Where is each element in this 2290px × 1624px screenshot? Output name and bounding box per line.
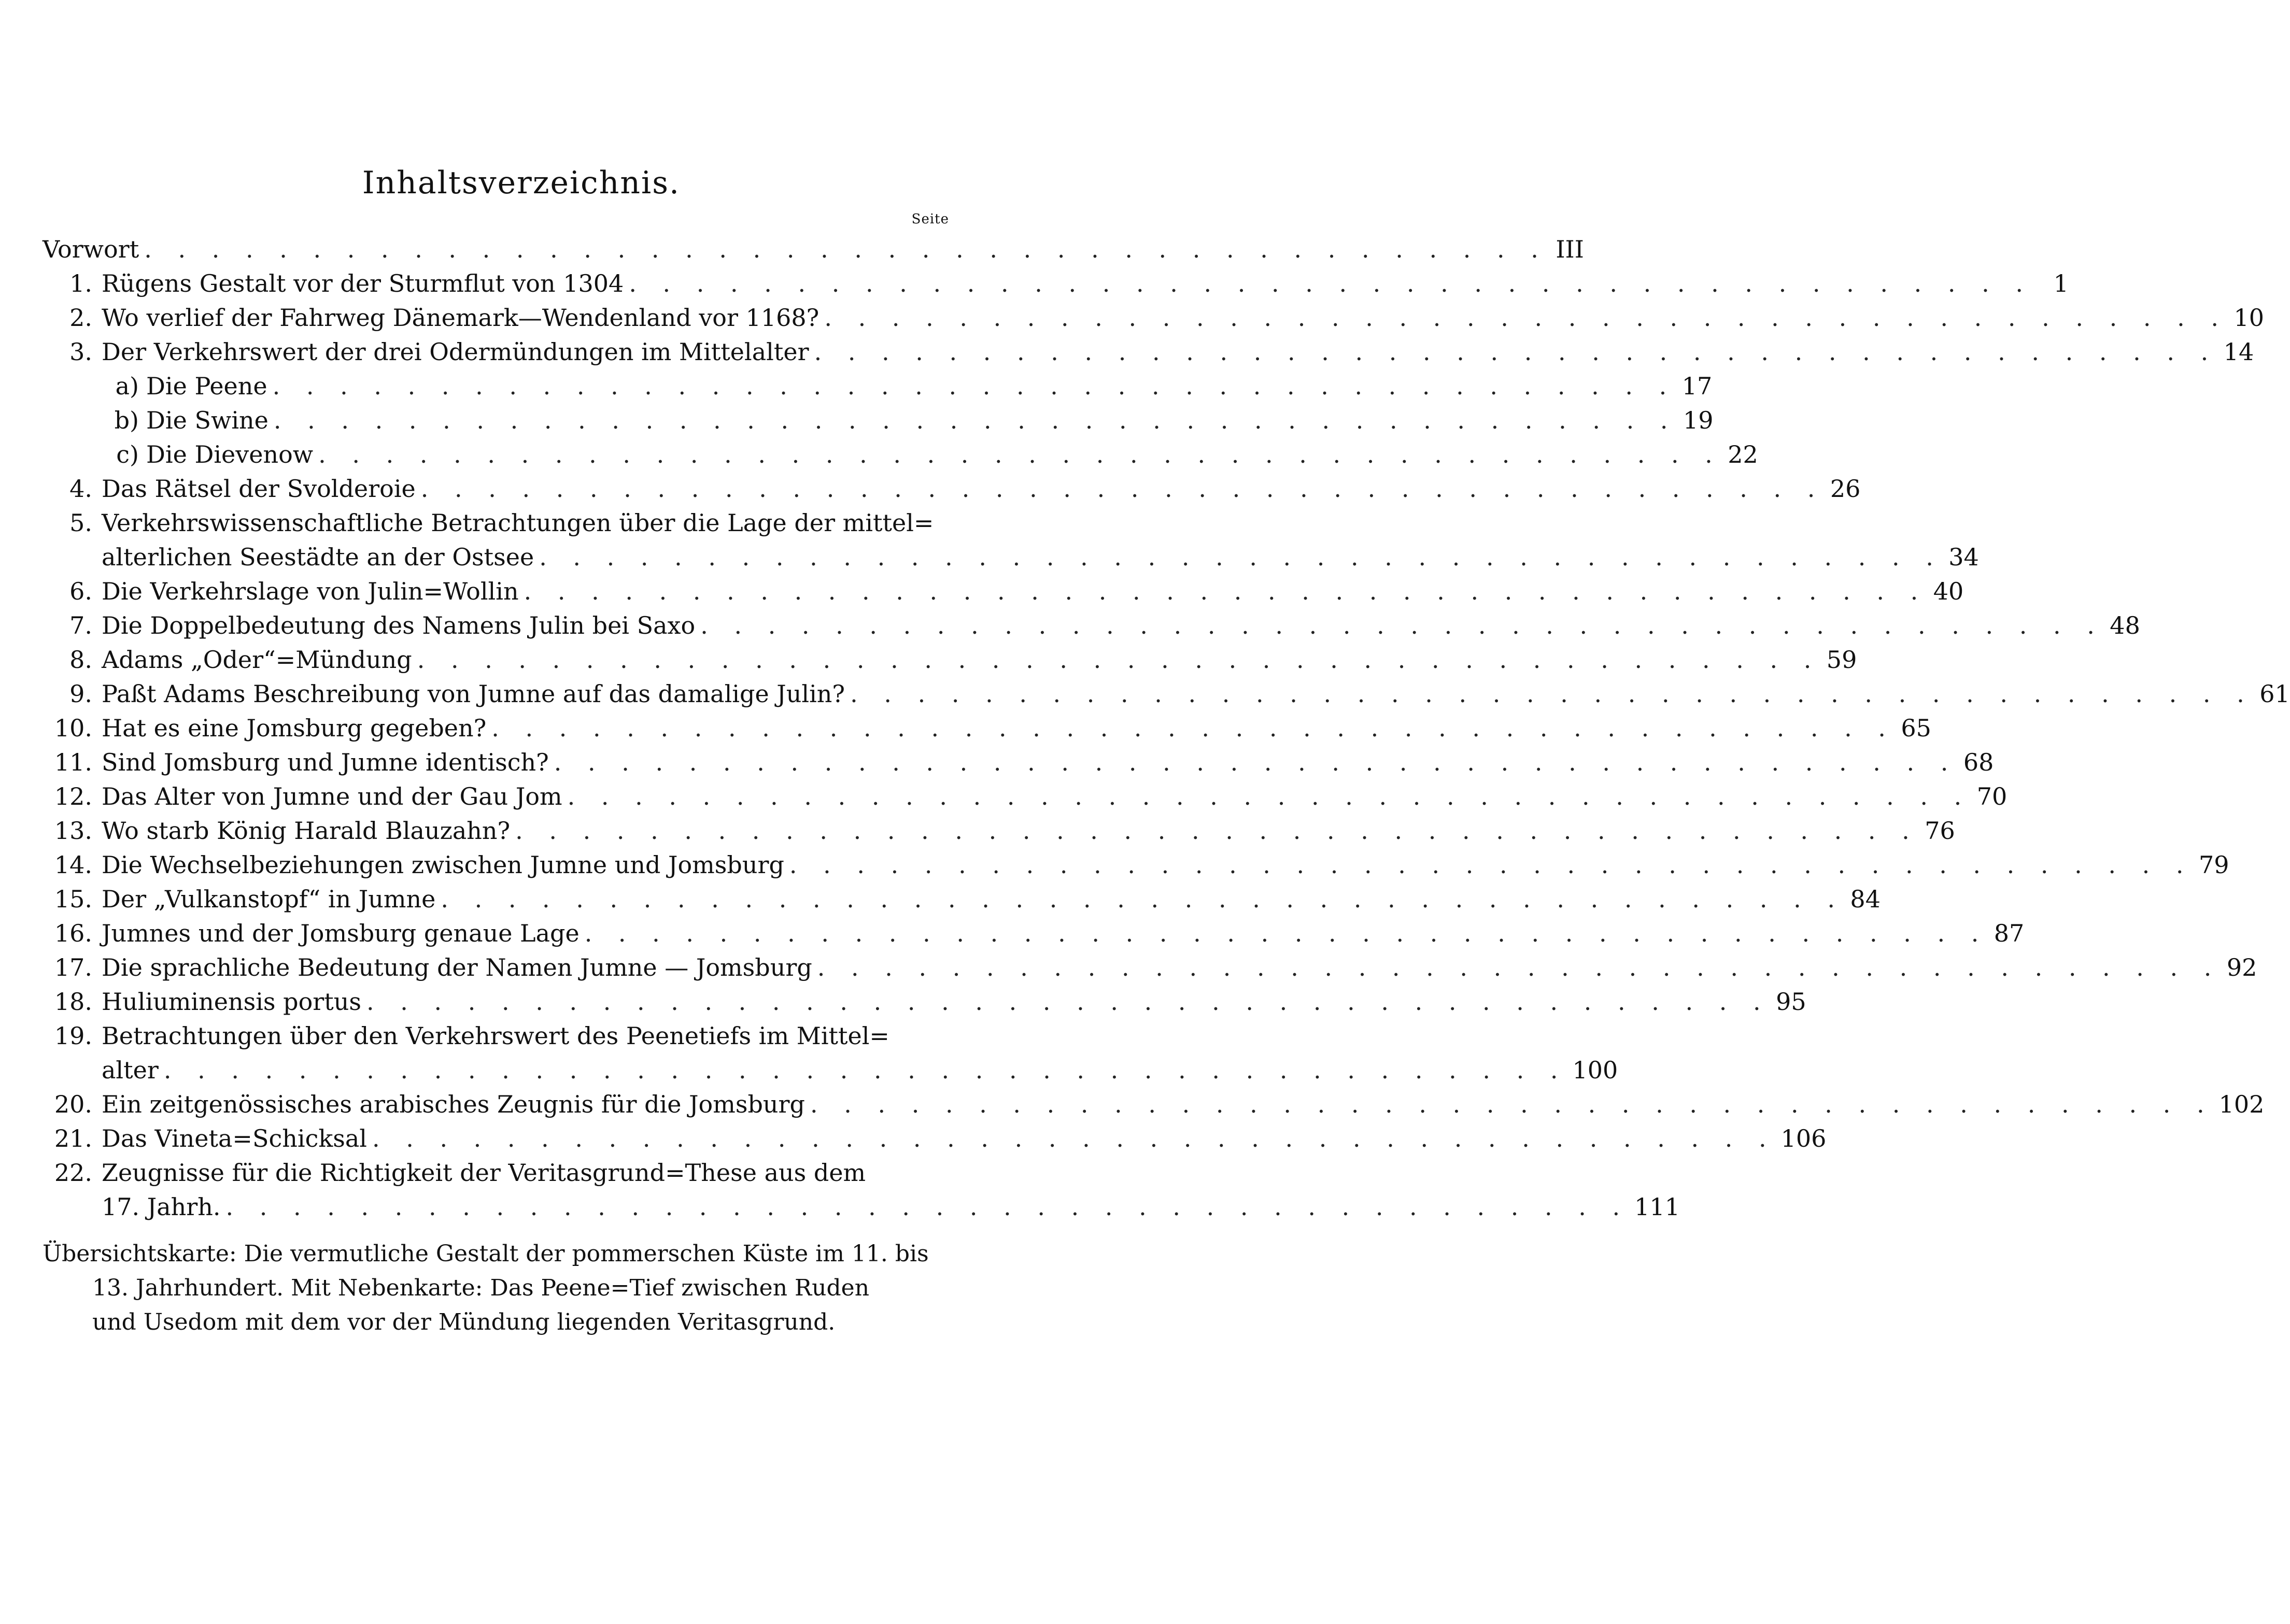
toc-entry-text: Wo starb König Harald Blauzahn? xyxy=(102,817,511,845)
table-of-contents xyxy=(43,232,2290,1224)
map-note-line: und Usedom mit dem vor der Mündung liegenden Veritasgrund. xyxy=(92,1309,836,1335)
toc-entry-number: 4. xyxy=(69,475,92,503)
toc-entry-page: 102 xyxy=(2218,1090,2265,1118)
toc-entry-number: 2. xyxy=(69,304,92,332)
toc-entry xyxy=(43,950,2257,985)
toc-entry-text: Jumnes und der Jomsburg genaue Lage xyxy=(102,919,579,947)
toc-entry xyxy=(43,916,2025,950)
toc-entry-number: 3. xyxy=(69,338,92,366)
toc-entry-number: 10. xyxy=(54,714,92,742)
toc-entry-text-continued: alter xyxy=(102,1056,159,1084)
toc-entry-text: Sind Jomsburg und Jumne identisch? xyxy=(102,748,549,776)
toc-entry xyxy=(43,814,1955,848)
toc-entry-page: 40 xyxy=(1933,577,1964,605)
leader-dots: . . . . . . . . . . . . . . . . . . . . . . . . . . . . . . . . . . . . . . . . . . xyxy=(273,406,1677,434)
toc-entry xyxy=(43,779,2008,814)
toc-entry xyxy=(43,266,2069,301)
toc-entry-text: Zeugnisse für die Richtigkeit der Veritasgrund=These aus dem xyxy=(102,1159,866,1187)
toc-entry-number: 21. xyxy=(54,1124,92,1152)
leader-dots: . . . . . . . . . . . . . . . . . . . . . . . . . . . . . . . . . . . . . . . . . . xyxy=(420,475,1825,503)
toc-entry-text: Betrachtungen über den Verkehrswert des Peenetiefs im Mittel= xyxy=(102,1022,889,1050)
toc-entry-text: Die Swine xyxy=(146,406,268,434)
toc-entry-number: 22. xyxy=(54,1159,92,1187)
toc-entry-page: 95 xyxy=(1776,988,1806,1016)
toc-entry-continuation xyxy=(43,1190,1680,1224)
toc-entry-number: 20. xyxy=(54,1090,92,1118)
toc-entry-number: 7. xyxy=(69,611,92,639)
toc-entry-page: 87 xyxy=(1994,919,2025,947)
toc-entry-number: 16. xyxy=(54,919,92,947)
leader-dots: . . . . . . . . . . . . . . . . . . . . . . . . . . . . . . . . . . . . . . . . . . xyxy=(163,1056,1567,1084)
toc-entry-text-continued: 17. Jahrh. xyxy=(102,1193,221,1221)
toc-entry-text-continued: alterlichen Seestädte an der Ostsee xyxy=(102,543,534,571)
toc-entry-number: c) xyxy=(116,440,139,468)
map-note xyxy=(43,1237,955,1340)
toc-entry-number: 13. xyxy=(54,817,92,845)
toc-entry xyxy=(43,1019,950,1053)
leader-dots: . . . . . . . . . . . . . . . . . . . . . . . . . . . . . . . . . . . . . . . . . . xyxy=(318,440,1722,468)
leader-dots: . . . . . . . . . . . . . . . . . . . . . . . . . . . . . . . . . . . . . . . . . . xyxy=(810,1090,2214,1118)
toc-entry-page: 79 xyxy=(2198,851,2229,879)
toc-entry-number: b) xyxy=(114,406,139,434)
toc-entry xyxy=(43,1156,950,1190)
toc-entry-text: Das Rätsel der Svolderoie xyxy=(102,475,416,503)
toc-entry-number: 11. xyxy=(54,748,92,776)
toc-entry-text: Die Wechselbeziehungen zwischen Jumne und Jomsburg xyxy=(102,851,784,879)
map-note-line: Übersichtskarte: Die vermutliche Gestalt der pommerschen Küste im 11. bis xyxy=(43,1241,929,1267)
toc-entry-page: III xyxy=(1556,235,1584,263)
leader-dots: . . . . . . . . . . . . . . . . . . . . . . . . . . . . . . . . . . . . . . . . . . xyxy=(824,304,2228,332)
toc-entry xyxy=(43,848,2229,882)
toc-entry-page: 17 xyxy=(1681,372,1713,400)
toc-entry-number: 5. xyxy=(69,509,92,537)
leader-dots: . . . . . . . . . . . . . . . . . . . . . . . . . . . . . . . . . . . . . . . . . . xyxy=(524,577,1928,605)
toc-entry-page: 34 xyxy=(1948,543,1979,571)
toc-entry xyxy=(43,403,1714,437)
toc-entry-text: Vorwort xyxy=(43,235,139,263)
toc-entry-text: Die Verkehrslage von Julin=Wollin xyxy=(102,577,519,605)
toc-entry-page: 22 xyxy=(1728,440,1758,468)
toc-entry-text: Hat es eine Jomsburg gegeben? xyxy=(102,714,487,742)
leader-dots: . . . . . . . . . . . . . . . . . . . . . . . . . . . . . . . . . . . . . . . . . . xyxy=(567,782,1971,810)
leader-dots: . . . . . . . . . . . . . . . . . . . . . . . . . . . . . . . . . . . . . . . . . . xyxy=(629,269,2032,297)
toc-entry xyxy=(43,643,1857,677)
toc-entry-page: 100 xyxy=(1572,1056,1618,1084)
toc-entry-text: Adams „Oder“=Mündung xyxy=(102,646,412,674)
toc-entry xyxy=(43,574,1964,608)
toc-entry-page: 26 xyxy=(1830,475,1861,503)
leader-dots: . . . . . . . . . . . . . . . . . . . . . . . . . . . . . . . . . . . . . . . . . . xyxy=(417,646,1821,674)
toc-entry-text: Der Verkehrswert der drei Odermündungen im Mittelalter xyxy=(102,338,809,366)
toc-entry-text: Ein zeitgenössisches arabisches Zeugnis für die Jomsburg xyxy=(102,1090,805,1118)
toc-entry-number: 12. xyxy=(54,782,92,810)
leader-dots: . . . . . . . . . . . . . . . . . . . . . . . . . . . . . . . . . . . . . . . . . . xyxy=(372,1124,1776,1152)
toc-entry-page: 65 xyxy=(1901,714,1931,742)
toc-entry-page: 10 xyxy=(2234,304,2264,332)
leader-dots: . . . . . . . . . . . . . . . . . . . . . . . . . . . . . . . . . . . . . . . . . . xyxy=(366,988,1770,1016)
leader-dots: . . . . . . . . . . . . . . . . . . . . . . . . . . . . . . . . . . . . . . . . . . xyxy=(225,1193,1630,1221)
toc-entry xyxy=(43,608,2140,643)
leader-dots: . . . . . . . . . . . . . . . . . . . . . . . . . . . . . . . . . . . . . . . . . . xyxy=(789,851,2193,879)
page-column-header: Seite xyxy=(911,211,949,227)
toc-entry-number: 1. xyxy=(69,269,92,297)
leader-dots: . . . . . . . . . . . . . . . . . . . . . . . . . . . . . . . . . . . . . . . . . . xyxy=(515,817,1919,845)
toc-entry-number: 18. xyxy=(54,988,92,1016)
page-title: Inhaltsverzeichnis. xyxy=(362,165,681,201)
toc-entry xyxy=(43,1087,2265,1121)
toc-entry xyxy=(43,985,1806,1019)
leader-dots: . . . . . . . . . . . . . . . . . . . . . . . . . . . . . . . . . . . . . . . . . . xyxy=(700,611,2104,639)
leader-dots: . . . . . . . . . . . . . . . . . . . . . . . . . . . . . . . . . . . . . . . . . . xyxy=(850,680,2254,708)
toc-entry-continuation xyxy=(43,1053,1618,1087)
toc-entry xyxy=(43,301,2264,335)
map-note-line: 13. Jahrhundert. Mit Nebenkarte: Das Peene=Tief zwischen Ruden xyxy=(92,1275,870,1301)
toc-entry xyxy=(43,506,950,540)
toc-entry xyxy=(43,745,1994,779)
toc-entry xyxy=(43,335,2254,369)
leader-dots: . . . . . . . . . . . . . . . . . . . . . . . . . . . . . . . . . . . . . . . . . . xyxy=(144,235,1548,263)
toc-entries xyxy=(43,266,2290,1224)
toc-entry-number: 6. xyxy=(69,577,92,605)
toc-entry xyxy=(43,711,1931,745)
leader-dots: . . . . . . . . . . . . . . . . . . . . . . . . . . . . . . . . . . . . . . . . . . xyxy=(539,543,1943,571)
toc-entry-text: Die Dievenow xyxy=(146,440,314,468)
toc-entry-text: Verkehrswissenschaftliche Betrachtungen über die Lage der mittel= xyxy=(102,509,934,537)
toc-entry-number: a) xyxy=(115,372,139,400)
toc-entry-page: 76 xyxy=(1925,817,1955,845)
toc-entry-page: 111 xyxy=(1634,1193,1680,1221)
toc-entry-page: 68 xyxy=(1963,748,1994,776)
toc-entry xyxy=(43,882,1881,916)
toc-entry-continuation xyxy=(43,540,1979,574)
toc-entry-text: Der „Vulkanstopf“ in Jumne xyxy=(102,885,436,913)
leader-dots: . . . . . . . . . . . . . . . . . . . . . . . . . . . . . . . . . . . . . . . . . . xyxy=(272,372,1676,400)
toc-entry-vorwort xyxy=(43,232,1584,266)
leader-dots: . . . . . . . . . . . . . . . . . . . . . . . . . . . . . . . . . . . . . . . . . . xyxy=(554,748,1958,776)
toc-entry xyxy=(43,1121,1827,1156)
leader-dots: . . . . . . . . . . . . . . . . . . . . . . . . . . . . . . . . . . . . . . . . . . xyxy=(817,953,2221,981)
toc-entry-text: Das Vineta=Schicksal xyxy=(102,1124,367,1152)
toc-entry-number: 9. xyxy=(69,680,92,708)
toc-entry-text: Huliuminensis portus xyxy=(102,988,361,1016)
toc-entry-text: Die Peene xyxy=(146,372,267,400)
toc-entry-number: 19. xyxy=(54,1022,92,1050)
toc-entry-text: Das Alter von Jumne und der Gau Jom xyxy=(102,782,562,810)
toc-entry-page: 92 xyxy=(2226,953,2257,981)
toc-entry-page: 61 xyxy=(2259,680,2290,708)
toc-entry-number: 15. xyxy=(54,885,92,913)
toc-entry-page: 106 xyxy=(1780,1124,1827,1152)
toc-entry xyxy=(43,369,1713,403)
leader-dots: . . . . . . . . . . . . . . . . . . . . . . . . . . . . . . . . . . . . . . . . . . xyxy=(584,919,1988,947)
leader-dots: . . . . . . . . . . . . . . . . . . . . . . . . . . . . . . . . . . . . . . . . . . xyxy=(441,885,1844,913)
toc-entry xyxy=(43,437,1758,472)
toc-entry-page: 70 xyxy=(1976,782,2008,810)
toc-entry-page: 84 xyxy=(1850,885,1881,913)
toc-entry-page: 59 xyxy=(1826,646,1857,674)
toc-entry-text: Die Doppelbedeutung des Namens Julin bei Saxo xyxy=(102,611,696,639)
toc-entry-number: 8. xyxy=(69,646,92,674)
toc-entry xyxy=(43,472,1861,506)
toc-entry-page: 48 xyxy=(2110,611,2140,639)
toc-entry-text: Rügens Gestalt vor der Sturmflut von 1304 xyxy=(102,269,624,297)
toc-entry-text: Die sprachliche Bedeutung der Namen Jumne — Jomsburg xyxy=(102,953,812,981)
leader-dots: . . . . . . . . . . . . . . . . . . . . . . . . . . . . . . . . . . . . . . . . . . xyxy=(814,338,2218,366)
toc-entry xyxy=(43,677,2290,711)
toc-entry-number: 14. xyxy=(54,851,92,879)
toc-entry-page: 19 xyxy=(1683,406,1714,434)
toc-entry-number: 17. xyxy=(54,953,92,981)
toc-entry-text: Wo verlief der Fahrweg Dänemark—Wendenland vor 1168? xyxy=(102,304,819,332)
toc-entry-page: 14 xyxy=(2223,338,2254,366)
toc-entry-text: Paßt Adams Beschreibung von Jumne auf das damalige Julin? xyxy=(102,680,845,708)
toc-entry-page: 1 xyxy=(2053,269,2069,297)
leader-dots: . . . . . . . . . . . . . . . . . . . . . . . . . . . . . . . . . . . . . . . . . . xyxy=(491,714,1895,742)
